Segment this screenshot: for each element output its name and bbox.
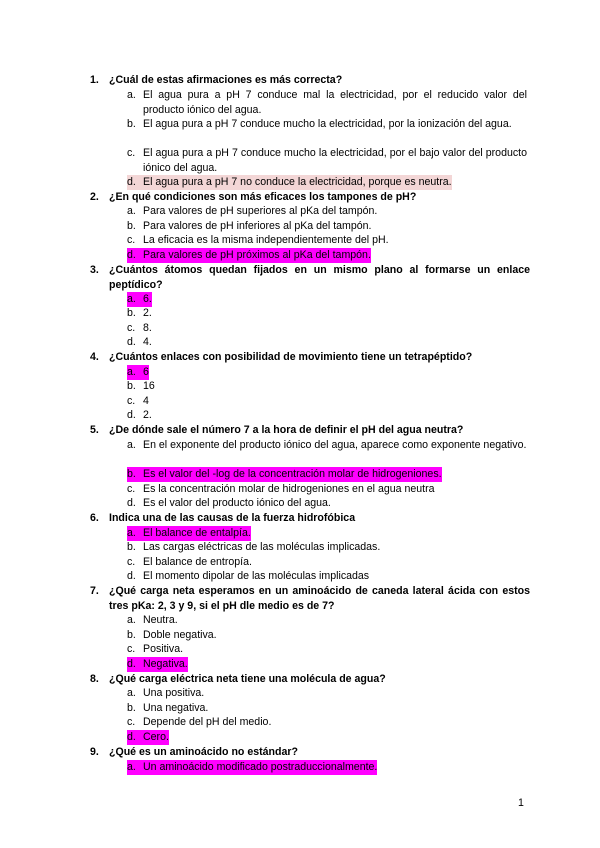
option-8c: c. Depende del pH del medio. bbox=[127, 716, 272, 728]
option-5b-highlighted: b. Es el valor del -log de la concentración molar de hidrogeniones. bbox=[127, 468, 442, 480]
question-2 bbox=[90, 190, 530, 205]
option-7a: a. Neutra. bbox=[127, 614, 178, 626]
option-6c: c. El balance de entropía. bbox=[127, 556, 252, 568]
option-6a-highlighted: a. El balance de entalpía. bbox=[127, 527, 251, 539]
question-text: ¿Qué es un aminoácido no estándar? bbox=[109, 746, 298, 758]
question-number: 4. bbox=[90, 351, 99, 363]
question-number: 2. bbox=[90, 191, 99, 203]
option-1c: c. El agua pura a pH 7 conduce mucho la electricidad, por el bajo valor del producto iónico del agua. bbox=[127, 147, 527, 174]
question-number: 3. bbox=[90, 264, 99, 276]
option-3c: c. 8. bbox=[127, 322, 152, 334]
option-2d-highlighted: d. Para valores de pH próximos al pKa del tampón. bbox=[127, 249, 371, 261]
question-7 bbox=[90, 584, 530, 613]
option-6d: d. El momento dipolar de las moléculas implicadas bbox=[127, 570, 370, 582]
question-number: 8. bbox=[90, 673, 99, 685]
option-3d: d. 4. bbox=[127, 336, 152, 348]
option-6b: b. Las cargas eléctricas de las moléculas implicadas. bbox=[127, 541, 381, 553]
option-5a: a. En el exponente del producto iónico del agua, aparece como exponente negativo. bbox=[127, 439, 527, 451]
option-7c: c. Positiva. bbox=[127, 643, 184, 655]
option-4d: d. 2. bbox=[127, 409, 152, 421]
question-1 bbox=[90, 73, 530, 88]
option-4b: b. 16 bbox=[127, 380, 155, 392]
question-5 bbox=[90, 423, 530, 438]
option-7b: b. Doble negativa. bbox=[127, 629, 217, 641]
question-text: ¿De dónde sale el número 7 a la hora de definir el pH del agua neutra? bbox=[109, 424, 464, 436]
option-2a: a. Para valores de pH superiores al pKa del tampón. bbox=[127, 205, 378, 217]
question-number: 1. bbox=[90, 74, 99, 86]
question-3 bbox=[90, 263, 530, 292]
page-number: 1 bbox=[518, 797, 524, 809]
question-text: ¿Cuántos enlaces con posibilidad de movimiento tiene un tetrapéptido? bbox=[109, 351, 473, 363]
question-8 bbox=[90, 672, 530, 687]
question-6 bbox=[90, 511, 530, 526]
option-4c: c. 4 bbox=[127, 395, 149, 407]
option-1a: a. El agua pura a pH 7 conduce mal la electricidad, por el reducido valor del producto iónico del agua. bbox=[127, 89, 527, 116]
question-text: Indica una de las causas de la fuerza hidrofóbica bbox=[109, 512, 356, 524]
option-3a-highlighted: a. 6. bbox=[127, 293, 152, 305]
question-number: 9. bbox=[90, 746, 99, 758]
question-number: 6. bbox=[90, 512, 99, 524]
option-7d-highlighted: d. Negativa. bbox=[127, 658, 188, 670]
option-1b: b. El agua pura a pH 7 conduce mucho la electricidad, por la ionización del agua. bbox=[127, 118, 512, 130]
option-1d-highlighted: d. El agua pura a pH 7 no conduce la electricidad, porque es neutra. bbox=[127, 176, 452, 188]
question-text: ¿Qué carga neta esperamos en un aminoácido de caneda lateral ácida con estos tres pKa: 2, 3 y 9, si el pH dle medio es de 7? bbox=[109, 585, 530, 612]
question-text: ¿Cuál de estas afirmaciones es más correcta? bbox=[109, 74, 343, 86]
option-5d: d. Es el valor del producto iónico del agua. bbox=[127, 497, 331, 509]
option-2c: c. La eficacia es la misma independientemente del pH. bbox=[127, 234, 389, 246]
question-text: ¿Cuántos átomos quedan fijados en un mismo plano al formarse un enlace peptídico? bbox=[109, 264, 530, 291]
question-number: 5. bbox=[90, 424, 99, 436]
question-number: 7. bbox=[90, 585, 99, 597]
option-2b: b. Para valores de pH inferiores al pKa del tampón. bbox=[127, 220, 372, 232]
question-9 bbox=[90, 745, 530, 760]
option-8d-highlighted: d. Cero. bbox=[127, 731, 169, 743]
question-4 bbox=[90, 350, 530, 365]
option-4a-highlighted: a. 6 bbox=[127, 366, 149, 378]
option-9a-highlighted: a. Un aminoácido modificado postraduccionalmente. bbox=[127, 761, 378, 773]
option-3b: b. 2. bbox=[127, 307, 152, 319]
question-text: ¿En qué condiciones son más eficaces los tampones de pH? bbox=[109, 191, 417, 203]
option-8a: a. Una positiva. bbox=[127, 687, 205, 699]
option-5c: c. Es la concentración molar de hidrogeniones en el agua neutra bbox=[127, 483, 435, 495]
question-text: ¿Qué carga eléctrica neta tiene una molécula de agua? bbox=[109, 673, 386, 685]
option-8b: b. Una negativa. bbox=[127, 702, 209, 714]
